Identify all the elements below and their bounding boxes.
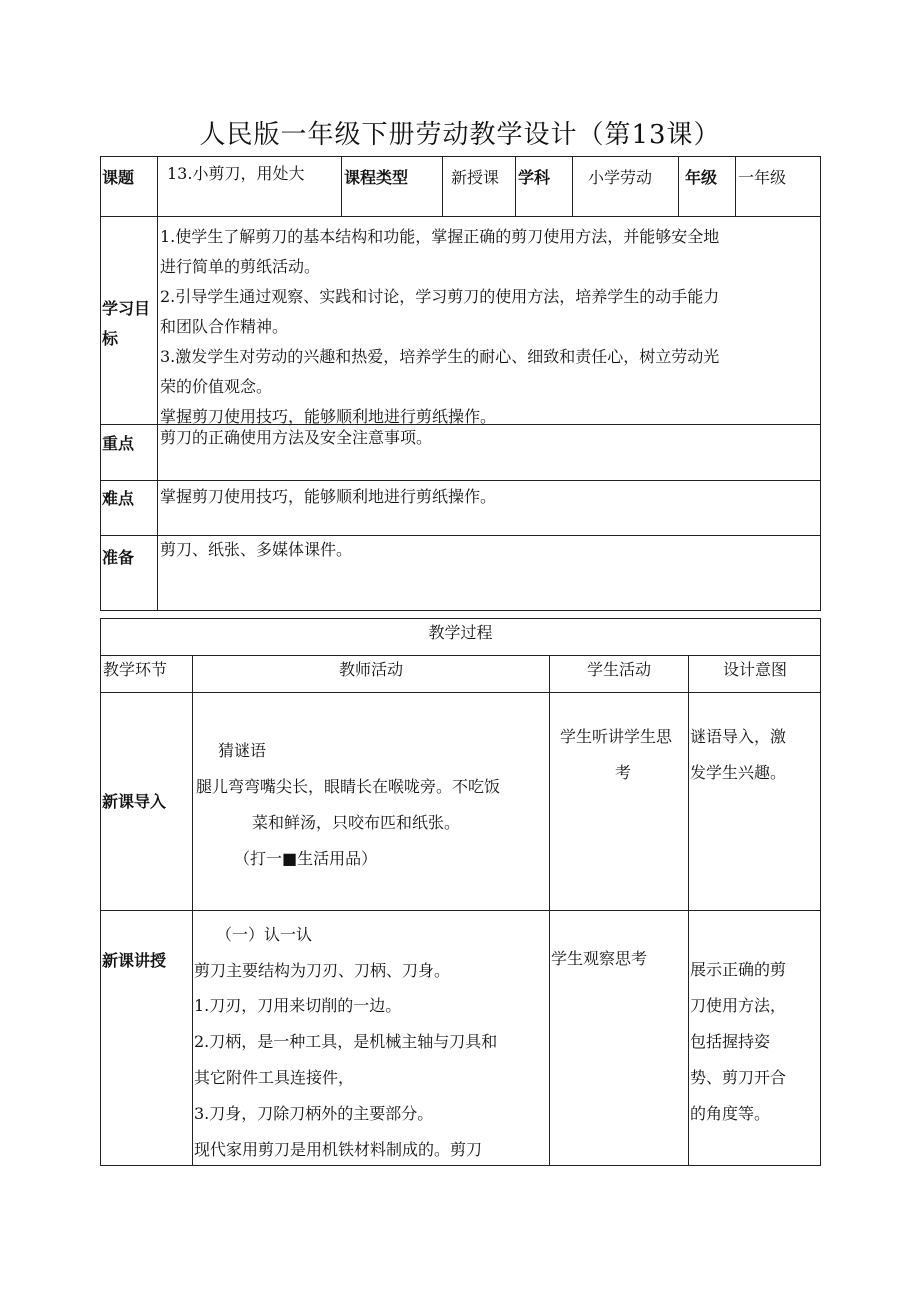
student-line: 学生听讲学生思 <box>560 727 673 746</box>
teacher-line: 其它附件工具连接件， <box>194 1068 355 1087</box>
preparation-label: 准备 <box>102 548 135 567</box>
objective-line: 荣的价值观念。 <box>160 377 273 396</box>
topic-value: 13.小剪刀，用处大 <box>167 164 305 183</box>
teacher-line: 1.刀刃，刀用来切削的一边。 <box>194 996 402 1015</box>
column-header-student: 学生活动 <box>586 660 651 679</box>
objective-line: 掌握剪刀使用技巧，能够顺利地进行剪纸操作。 <box>160 407 497 426</box>
preparation-text: 剪刀、纸张、多媒体课件。 <box>160 540 353 559</box>
objective-line: 3.激发学生对劳动的兴趣和热爱，培养学生的耐心、细致和责任心，树立劳动光 <box>160 347 720 366</box>
topic-label: 课题 <box>102 168 135 187</box>
process-heading: 教学过程 <box>428 623 493 642</box>
key-point-text: 剪刀的正确使用方法及安全注意事项。 <box>160 428 433 447</box>
stage-label: 新课导入 <box>102 792 167 811</box>
teacher-line: （打一■生活用品） <box>234 849 378 868</box>
subject-label: 学科 <box>518 168 551 187</box>
teacher-line: 腿儿弯弯嘴尖长，眼睛长在喉咙旁。不吃饭 <box>196 777 501 796</box>
teacher-line: 3.刀身，刀除刀柄外的主要部分。 <box>194 1104 434 1123</box>
intent-line: 势、剪刀开合 <box>690 1068 787 1087</box>
intent-line: 展示正确的剪 <box>690 960 787 979</box>
column-header-intent: 设计意图 <box>722 660 787 679</box>
intent-line: 包括握持姿 <box>690 1032 771 1051</box>
grade-label: 年级 <box>685 168 718 187</box>
column-header-teacher: 教师活动 <box>338 660 403 679</box>
difficulty-text: 掌握剪刀使用技巧，能够顺利地进行剪纸操作。 <box>160 487 497 506</box>
student-line: 学生观察思考 <box>551 949 648 968</box>
intent-line: 谜语导入，激 <box>690 727 787 746</box>
objective-line: 进行简单的剪纸活动。 <box>160 257 321 276</box>
student-line: 考 <box>615 763 632 782</box>
objective-line: 2.引导学生通过观察、实践和讨论，学习剪刀的使用方法，培养学生的动手能力 <box>160 287 720 306</box>
teacher-line: 剪刀主要结构为刀刃、刀柄、刀身。 <box>194 961 451 980</box>
teacher-line: 菜和鲜汤，只咬布匹和纸张。 <box>252 813 461 832</box>
page-title: 人民版一年级下册劳动教学设计（第13课） <box>199 120 721 150</box>
column-header-stage: 教学环节 <box>103 660 168 679</box>
key-point-label: 重点 <box>102 434 135 453</box>
teacher-line: 猜谜语 <box>218 741 267 760</box>
intent-line: 的角度等。 <box>690 1104 771 1123</box>
teacher-line: 2.刀柄，是一种工具，是机械主轴与刀具和 <box>194 1032 498 1051</box>
objective-line: 和团队合作精神。 <box>160 317 289 336</box>
objectives-label-line2: 标 <box>102 329 119 348</box>
stage-label: 新课讲授 <box>102 951 167 970</box>
intent-line: 发学生兴趣。 <box>690 763 787 782</box>
subject-value: 小学劳动 <box>588 168 653 187</box>
course-type-value: 新授课 <box>451 168 500 187</box>
objective-line: 1.使学生了解剪刀的基本结构和功能，掌握正确的剪刀使用方法，并能够安全地 <box>160 227 720 246</box>
course-type-label: 课程类型 <box>344 168 409 187</box>
teacher-line: 现代家用剪刀是用机铁材料制成的。剪刀 <box>194 1140 483 1159</box>
intent-line: 刀使用方法， <box>690 996 787 1015</box>
difficulty-label: 难点 <box>102 489 135 508</box>
teacher-line: （一）认一认 <box>216 925 313 944</box>
grade-value: 一年级 <box>738 168 787 187</box>
objectives-label-line1: 学习目 <box>102 299 151 318</box>
